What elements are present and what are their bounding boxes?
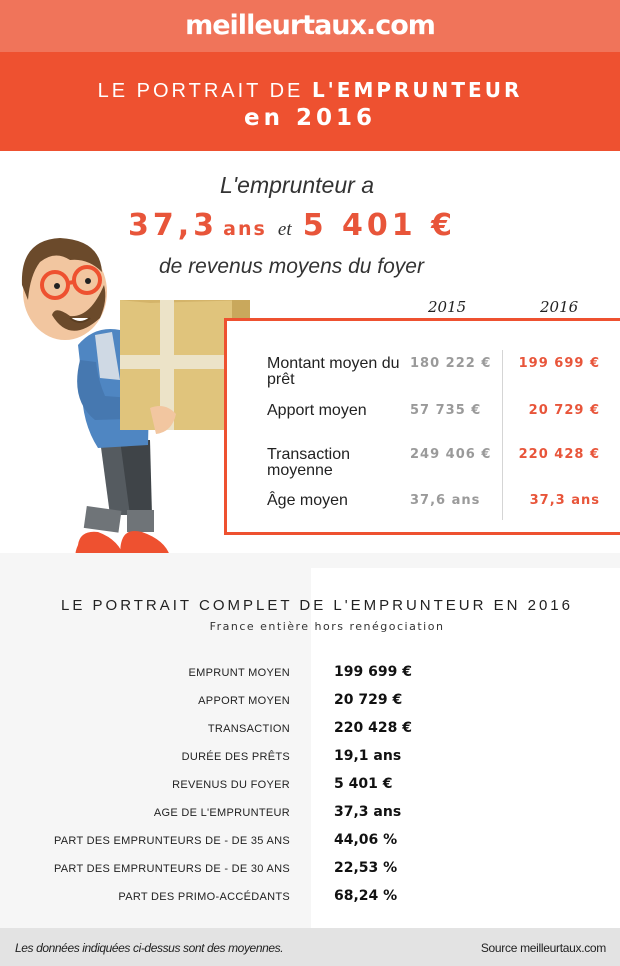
- portrait-label: REVENUS DU FOYER: [172, 779, 290, 791]
- value-2016: 37,3 ans: [529, 493, 600, 508]
- value-2015: 249 406 €: [410, 447, 492, 462]
- portrait-label: PART DES EMPRUNTEURS DE - DE 30 ANS: [53, 863, 290, 875]
- income-value: 5 401 €: [302, 208, 456, 243]
- intro-line3: de revenus moyens du foyer: [159, 255, 424, 278]
- comparison-label: Montant moyen du prêt: [267, 355, 400, 388]
- age-unit: ans: [223, 218, 267, 240]
- portrait-label: AGE DE L'EMPRUNTEUR: [153, 807, 290, 819]
- year-header-2015: 2015: [428, 298, 467, 316]
- man-carrying-box-illustration: [0, 225, 260, 575]
- portrait-value: 44,06 %: [334, 832, 398, 848]
- title-bold: L'EMPRUNTEUR: [311, 78, 523, 102]
- value-2016: 199 699 €: [518, 356, 600, 371]
- value-2016: 20 729 €: [528, 403, 600, 418]
- portrait-label: TRANSACTION: [207, 723, 290, 735]
- title-prefix: LE PORTRAIT DE: [97, 80, 312, 102]
- comparison-label: Transaction moyenne: [267, 446, 350, 479]
- portrait-value: 20 729 €: [334, 692, 403, 708]
- page-title: [0, 78, 620, 103]
- section-title: LE PORTRAIT COMPLET DE L'EMPRUNTEUR EN 2016: [61, 597, 573, 614]
- footer-source[interactable]: Source meilleurtaux.com: [480, 941, 606, 955]
- portrait-value: 37,3 ans: [334, 804, 402, 820]
- portrait-label: DURÉE DES PRÊTS: [181, 751, 290, 763]
- connector-text: et: [277, 219, 292, 240]
- comparison-label: Apport moyen: [267, 402, 367, 419]
- footer-note: Les données indiquées ci-dessus sont des moyennes.: [15, 941, 284, 955]
- value-2015: 37,6 ans: [410, 493, 481, 508]
- site-logo[interactable]: meilleurtaux.com: [185, 10, 435, 41]
- portrait-label: APPORT MOYEN: [198, 695, 290, 707]
- value-2016: 220 428 €: [518, 447, 600, 462]
- portrait-value: 5 401 €: [334, 776, 393, 792]
- portrait-value: 19,1 ans: [334, 748, 402, 764]
- year-header-2016: 2016: [540, 298, 579, 316]
- portrait-value: 199 699 €: [334, 664, 412, 680]
- page-title-year: en 2016: [244, 105, 376, 131]
- section-subtitle: France entière hors renégociation: [209, 620, 445, 633]
- value-2015: 57 735 €: [410, 403, 482, 418]
- comparison-label: Âge moyen: [267, 492, 348, 509]
- portrait-value: 220 428 €: [334, 720, 412, 736]
- intro-line1: L'emprunteur a: [220, 172, 374, 198]
- portrait-label: EMPRUNT MOYEN: [188, 667, 290, 679]
- portrait-value: 68,24 %: [334, 888, 398, 904]
- portrait-value: 22,53 %: [334, 860, 398, 876]
- column-divider: [502, 350, 503, 520]
- value-2015: 180 222 €: [410, 356, 492, 371]
- age-value: 37,3: [128, 208, 219, 243]
- portrait-label: PART DES PRIMO-ACCÉDANTS: [118, 891, 290, 903]
- portrait-label: PART DES EMPRUNTEURS DE - DE 35 ANS: [53, 835, 290, 847]
